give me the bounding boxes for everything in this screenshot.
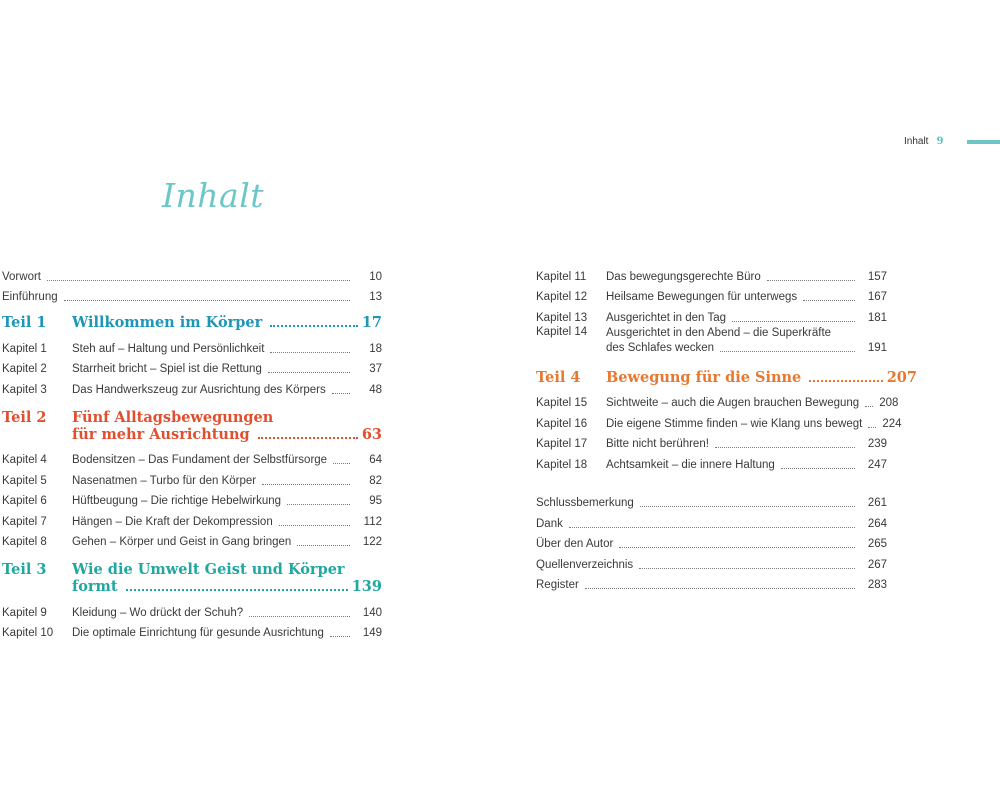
toc-entry-label: Schlussbemerkung <box>536 497 634 509</box>
toc-page-number: 82 <box>369 474 382 487</box>
part-page-number: 63 <box>361 425 382 443</box>
toc-page-number: 283 <box>867 579 887 591</box>
chapter-label: Kapitel 2 <box>2 363 47 375</box>
chapter-title: Achtsamkeit – die innere Haltung <box>606 458 775 471</box>
toc-page-number: 64 <box>369 454 382 466</box>
chapter-label: Kapitel 15 <box>536 397 588 409</box>
toc-chapter-16[interactable] <box>536 410 902 431</box>
chapter-title: Ausgerichtet in den Tag <box>606 311 726 324</box>
dot-leader <box>865 406 873 407</box>
running-head-label: Inhalt <box>904 136 929 147</box>
toc-chapter-7[interactable] <box>2 508 382 529</box>
toc-page-number: 239 <box>867 438 887 450</box>
chapter-label: Kapitel 13 <box>536 311 588 324</box>
part-title: Bewegung für die Sinne <box>606 368 802 386</box>
chapter-title: Gehen – Körper und Geist in Gang bringen <box>72 536 292 548</box>
toc-chapter-11[interactable] <box>536 263 887 284</box>
dot-leader <box>803 300 855 301</box>
toc-entry-label: Vorwort <box>2 270 41 283</box>
chapter-title: Die optimale Einrichtung für gesunde Ausrichtung <box>72 627 324 639</box>
toc-page-number: 48 <box>369 383 382 396</box>
part-title: Willkommen im Körper <box>72 314 263 331</box>
dot-leader <box>619 547 855 548</box>
toc-chapter-14[interactable] <box>536 325 887 359</box>
dot-leader <box>640 506 855 507</box>
toc-page-number: 181 <box>867 311 887 324</box>
dot-leader <box>639 568 855 569</box>
chapter-title: Das Handwerkszeug zur Ausrichtung des Körpers <box>72 383 326 396</box>
chapter-title: Hüftbeugung – Die richtige Hebelwirkung <box>72 495 282 507</box>
chapter-title: Sichtweite – auch die Augen brauchen Bewegung <box>606 397 860 409</box>
running-head-bar <box>967 140 1000 144</box>
dot-leader <box>781 468 855 469</box>
toc-page-number: 95 <box>369 495 382 507</box>
part-title-line-2: für mehr Ausrichtung <box>72 425 250 443</box>
part-title-line-2: formt <box>72 578 118 595</box>
dot-leader <box>868 427 876 428</box>
chapter-title: Starrheit bricht – Spiel ist die Rettung <box>72 363 262 375</box>
chapter-label: Kapitel 11 <box>536 270 587 283</box>
chapter-title-line-2: des Schlafes wecken <box>606 341 715 354</box>
dot-leader <box>279 525 350 526</box>
toc-page-number: 149 <box>362 627 382 639</box>
dot-leader <box>268 372 350 373</box>
chapter-label: Kapitel 9 <box>2 606 47 619</box>
part-page-number: 139 <box>351 578 382 595</box>
toc-page-number: 10 <box>369 270 382 283</box>
toc-page-number: 265 <box>867 538 887 550</box>
toc-chapter-4[interactable] <box>2 447 382 468</box>
dot-leader <box>332 393 350 394</box>
chapter-label: Kapitel 18 <box>536 458 588 471</box>
chapter-label: Kapitel 4 <box>2 454 47 466</box>
chapter-title: Nasenatmen – Turbo für den Körper <box>72 474 257 487</box>
part-label: Teil 3 <box>2 561 47 578</box>
part-page-number: 17 <box>361 314 382 331</box>
chapter-label: Kapitel 7 <box>2 515 47 528</box>
toc-entry-label: Quellenverzeichnis <box>536 558 634 571</box>
toc-chapter-13[interactable] <box>536 304 887 325</box>
toc-entry-einfuehrung[interactable] <box>2 284 382 305</box>
toc-chapter-2[interactable] <box>2 356 382 377</box>
toc-chapter-10[interactable] <box>2 620 382 641</box>
chapter-label: Kapitel 12 <box>536 291 588 303</box>
toc-left-column <box>2 263 382 640</box>
toc-page-number: 18 <box>369 342 382 355</box>
toc-part-4[interactable] <box>536 369 917 386</box>
chapter-label: Kapitel 17 <box>536 438 588 450</box>
toc-page-number: 112 <box>363 515 382 528</box>
dot-leader <box>297 545 350 546</box>
toc-chapter-5[interactable] <box>2 467 382 488</box>
chapter-label: Kapitel 1 <box>2 342 47 355</box>
toc-chapter-1[interactable] <box>2 335 382 356</box>
running-head-page-number: 9 <box>936 136 944 147</box>
toc-entry-quellenverzeichnis[interactable] <box>536 551 887 572</box>
chapter-label: Kapitel 3 <box>2 383 47 396</box>
dot-leader <box>585 588 855 589</box>
toc-page-number: 261 <box>867 497 887 509</box>
toc-entry-label: Einführung <box>2 291 58 303</box>
toc-chapter-17[interactable] <box>536 431 887 452</box>
dot-leader <box>287 504 350 505</box>
chapter-label: Kapitel 10 <box>2 627 54 639</box>
toc-page-number: 167 <box>867 291 887 303</box>
part-title-line-1: Wie die Umwelt Geist und Körper <box>72 561 345 578</box>
toc-page-number: 191 <box>867 341 887 354</box>
dot-leader <box>262 484 350 485</box>
toc-part-1[interactable] <box>2 314 382 331</box>
dot-leader <box>330 636 350 637</box>
toc-chapter-8[interactable] <box>2 529 382 550</box>
chapter-label: Kapitel 5 <box>2 474 47 487</box>
chapter-title: Hängen – Die Kraft der Dekompression <box>72 515 273 528</box>
dot-leader <box>270 352 350 353</box>
chapter-label: Kapitel 6 <box>2 495 47 507</box>
dot-leader <box>715 447 855 448</box>
toc-page-number: 37 <box>369 363 382 375</box>
part-label: Teil 2 <box>2 408 47 426</box>
toc-page-number: 157 <box>867 270 887 283</box>
part-label: Teil 1 <box>2 314 47 331</box>
chapter-title: Steh auf – Haltung und Persönlichkeit <box>72 342 265 355</box>
chapter-title-line-1: Ausgerichtet in den Abend – die Superkräfte <box>606 326 832 339</box>
chapter-label: Kapitel 16 <box>536 417 588 430</box>
section-gap <box>536 472 917 490</box>
toc-entry-ueber-den-autor[interactable] <box>536 531 887 552</box>
toc-entry-label: Dank <box>536 517 563 530</box>
dot-leader <box>333 463 350 464</box>
toc-right-column <box>536 263 917 592</box>
toc-chapter-9[interactable] <box>2 599 382 620</box>
dot-leader <box>47 280 350 281</box>
chapter-title: Bitte nicht berühren! <box>606 438 709 450</box>
toc-chapter-15[interactable] <box>536 390 899 411</box>
toc-entry-vorwort[interactable] <box>2 263 382 284</box>
chapter-title: Die eigene Stimme finden – wie Klang uns bewegt <box>606 417 863 430</box>
toc-entry-label: Über den Autor <box>536 538 614 550</box>
chapter-title: Heilsame Bewegungen für unterwegs <box>606 291 798 303</box>
part-page-number: 207 <box>886 368 917 386</box>
toc-entry-label: Register <box>536 579 579 591</box>
page-title: Inhalt <box>162 176 265 215</box>
chapter-label: Kapitel 14 <box>536 325 588 338</box>
toc-chapter-6[interactable] <box>2 488 382 509</box>
toc-entry-register[interactable] <box>536 572 887 593</box>
toc-entry-schlussbemerkung[interactable] <box>536 490 887 511</box>
toc-page-number: 208 <box>879 397 899 409</box>
dot-leader <box>64 300 350 301</box>
toc-part-2[interactable] <box>2 409 382 443</box>
chapter-label: Kapitel 8 <box>2 536 47 548</box>
toc-entry-dank[interactable] <box>536 510 887 531</box>
dot-leader <box>270 325 358 327</box>
toc-chapter-18[interactable] <box>536 451 887 472</box>
dot-leader <box>732 321 855 322</box>
toc-chapter-3[interactable] <box>2 376 382 397</box>
part-title-line-1: Fünf Alltagsbewegungen <box>72 408 274 426</box>
toc-page-number: 224 <box>882 417 902 430</box>
dot-leader <box>249 616 350 617</box>
chapter-title: Das bewegungsgerechte Büro <box>606 270 761 283</box>
toc-page-number: 13 <box>369 291 382 303</box>
toc-page-number: 122 <box>362 536 382 548</box>
toc-page-number: 264 <box>867 517 887 530</box>
toc-page-number: 267 <box>867 558 887 571</box>
dot-leader <box>720 351 855 352</box>
dot-leader <box>569 527 855 528</box>
chapter-title: Bodensitzen – Das Fundament der Selbstfürsorge <box>72 454 328 466</box>
dot-leader <box>258 437 358 439</box>
toc-page-number: 140 <box>362 606 382 619</box>
chapter-title: Kleidung – Wo drückt der Schuh? <box>72 606 244 619</box>
running-head <box>904 136 943 147</box>
toc-chapter-12[interactable] <box>536 284 887 305</box>
toc-part-3[interactable] <box>2 561 382 595</box>
dot-leader <box>767 280 855 281</box>
dot-leader <box>809 380 882 382</box>
toc-page-number: 247 <box>867 458 887 471</box>
part-label: Teil 4 <box>536 368 581 386</box>
dot-leader <box>126 589 348 591</box>
